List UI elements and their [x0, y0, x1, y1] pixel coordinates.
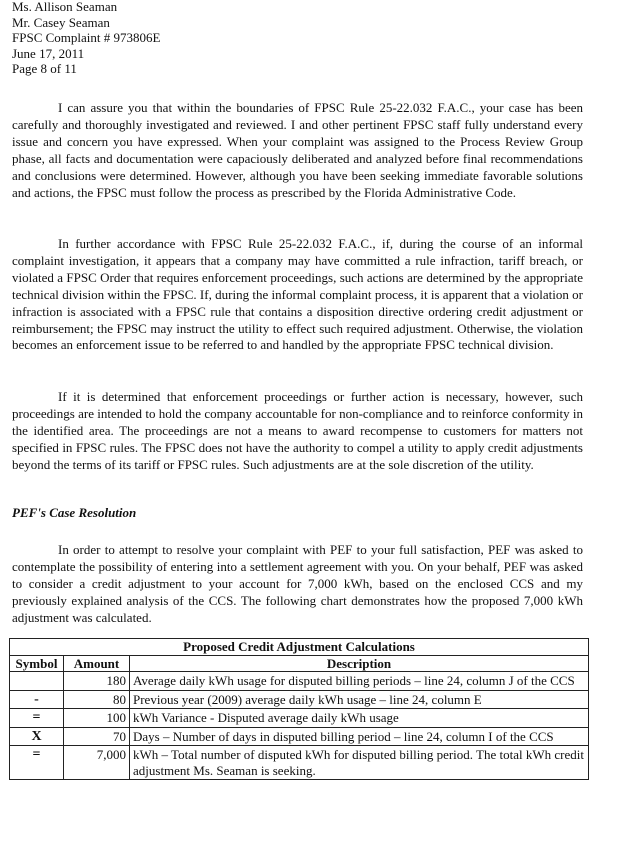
table-title-row [10, 639, 589, 656]
table-row [10, 746, 589, 780]
table-row [10, 672, 589, 691]
table-title: Proposed Credit Adjustment Calculations [10, 639, 589, 656]
row-description: Average daily kWh usage for disputed billing periods – line 24, column J of the CCS [130, 672, 589, 691]
page-number: Page 8 of 11 [12, 61, 77, 77]
row-amount: 180 [64, 672, 130, 691]
row-symbol: - [10, 690, 64, 709]
row-description: kWh Variance - Disputed average daily kWh usage [130, 709, 589, 728]
recipient-name-2: Mr. Casey Seaman [12, 14, 110, 30]
letter-header [12, 0, 160, 77]
row-amount: 100 [64, 709, 130, 728]
table-header-row [10, 655, 589, 672]
row-symbol: X [10, 727, 64, 746]
row-symbol: = [10, 709, 64, 728]
section-heading: PEF's Case Resolution [12, 505, 137, 520]
column-header-amount: Amount [64, 655, 130, 672]
row-amount: 80 [64, 690, 130, 709]
table-row [10, 709, 589, 728]
credit-adjustment-table [9, 638, 589, 780]
row-description: kWh – Total number of disputed kWh for disputed billing period. The total kWh credit adjustment Ms. Seaman is seeking. [130, 746, 589, 780]
row-description: Previous year (2009) average daily kWh usage – line 24, column E [130, 690, 589, 709]
row-description: Days – Number of days in disputed billing period – line 24, column I of the CCS [130, 727, 589, 746]
paragraph-resolution: In order to attempt to resolve your complaint with PEF to your full satisfaction, PEF was asked to contemplate the possibility of entering into a settlement agreement with you. On your behalf, PEF was asked to consider a credit adjustment to your account for 7,000 kWh, based on the enclosed CCS and my previously explained analysis of the CCS. The following chart demonstrates how the proposed 7,000 kWh adjustment was calculated. [12, 542, 583, 625]
row-amount: 70 [64, 727, 130, 746]
row-symbol [10, 672, 64, 691]
paragraph-investigation: I can assure you that within the boundaries of FPSC Rule 25-22.032 F.A.C., your case has been carefully and thoroughly investigated and reviewed. I and other pertinent FPSC staff fully understand every issue and concern you have expressed. When your complaint was assigned to the Process Review Group phase, all facts and documentation were capaciously deliberated and analyzed before final recommendations and conclusions were determined. However, although you have been seeking immediate favorable solutions and actions, the FPSC must follow the process as prescribed by the Florida Administrative Code. [12, 100, 583, 200]
column-header-symbol: Symbol [10, 655, 64, 672]
column-header-description: Description [130, 655, 589, 672]
paragraph-enforcement: In further accordance with FPSC Rule 25-22.032 F.A.C., if, during the course of an informal complaint investigation, it appears that a company may have committed a rule infraction, tariff breach, or violated a FPSC Order that requires enforcement proceedings, such actions are determined by the appropriate technical division within the FPSC. If, during the informal complaint process, it is apparent that a violation or infraction is associated with a FPSC rule that contains a disposition directive ordering credit adjustment or reimbursement; the FPSC may instruct the utility to effect such required adjustment. Otherwise, the violation becomes an enforcement issue to be referred to and handled by the appropriate FPSC technical division. [12, 236, 583, 353]
table-row [10, 690, 589, 709]
letter-date: June 17, 2011 [12, 45, 85, 61]
complaint-number: FPSC Complaint # 973806E [12, 30, 161, 46]
paragraph-proceedings: If it is determined that enforcement proceedings or further action is necessary, however, such proceedings are intended to hold the company accountable for non-compliance and to reinforce conformity in the identified area. The proceedings are not a means to award recompense to customers for matters not specified in FPSC rules. The FPSC does not have the authority to compel a utility to apply credit adjustments beyond the terms of its tariff or FPSC rules. Such adjustments are at the sole discretion of the utility. [12, 389, 583, 472]
row-symbol: = [10, 746, 64, 780]
recipient-name-1: Ms. Allison Seaman [12, 0, 118, 14]
table-row [10, 727, 589, 746]
row-amount: 7,000 [64, 746, 130, 780]
